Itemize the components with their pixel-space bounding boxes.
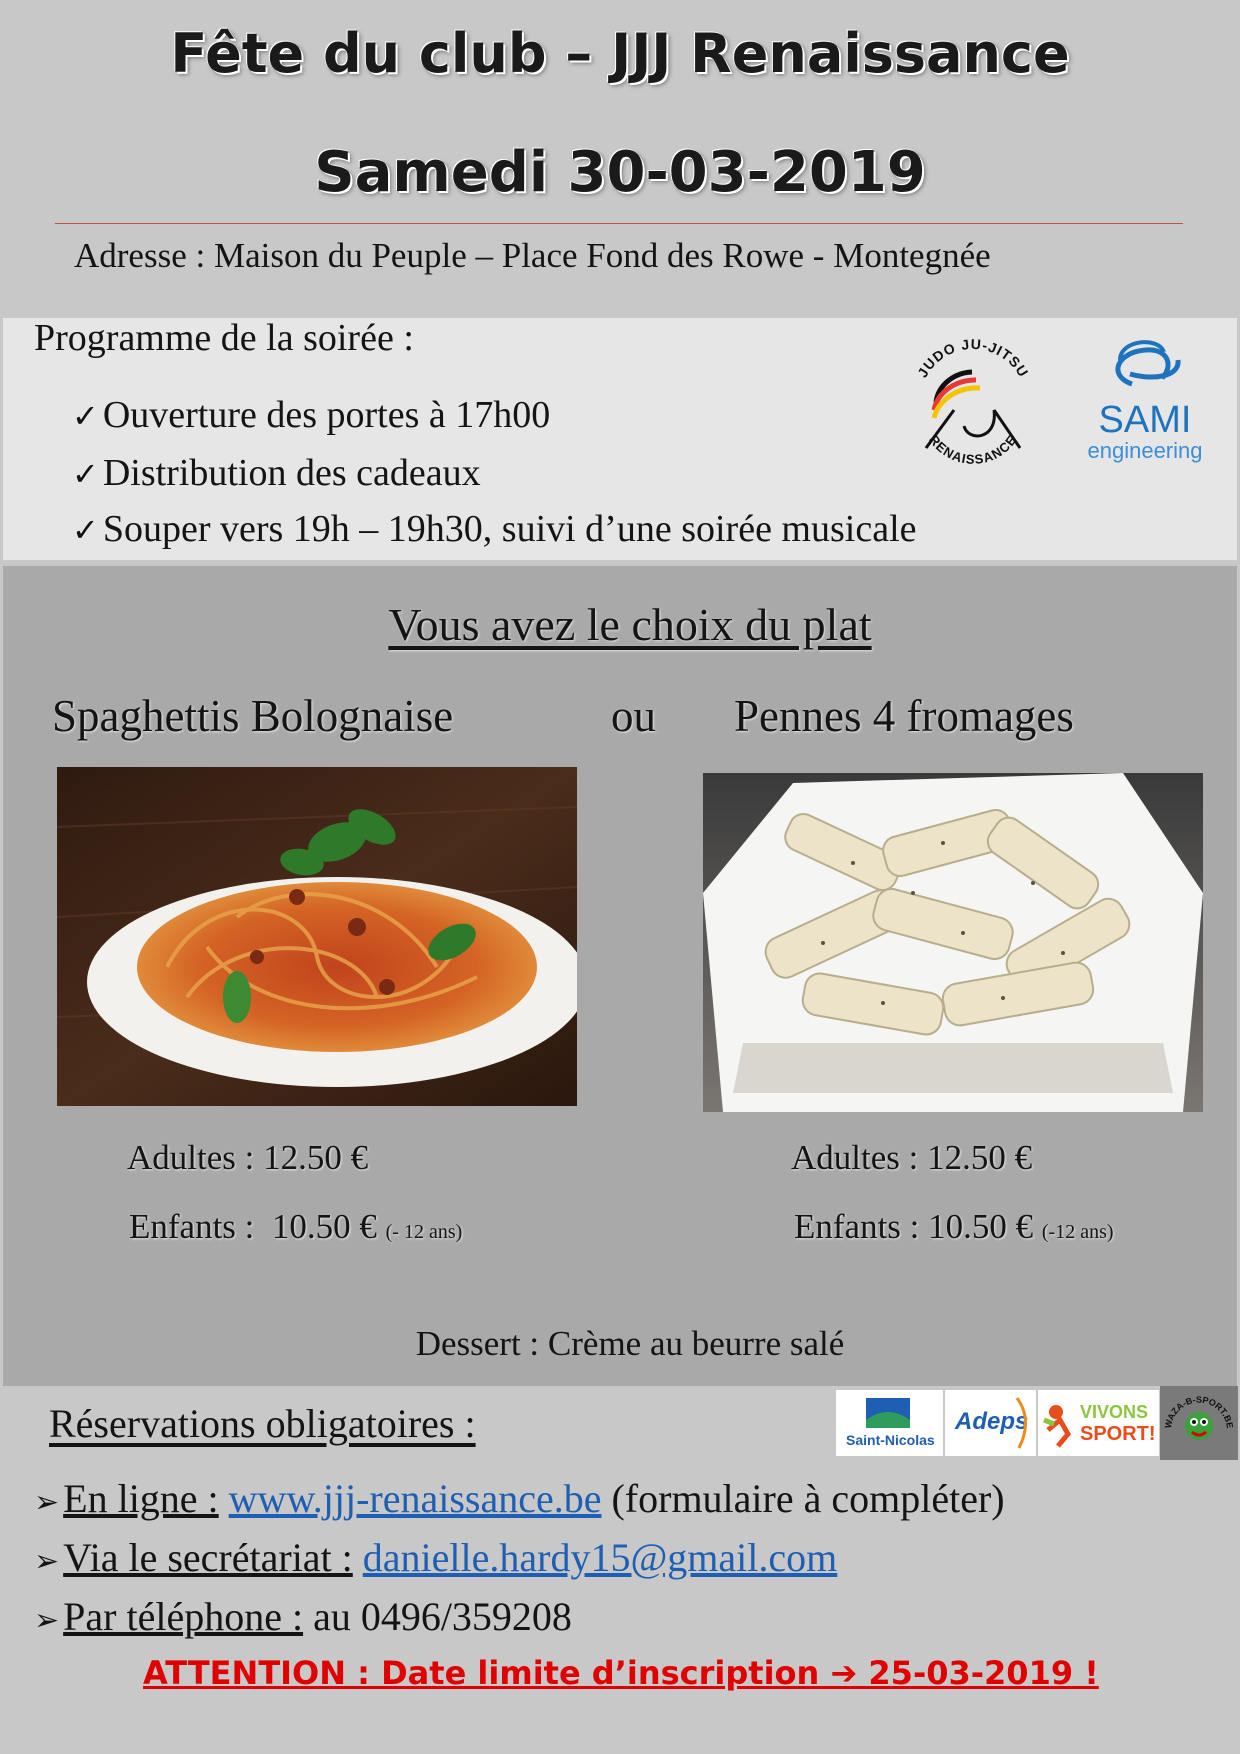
programme-item: ✓ Distribution des cadeaux [72,452,481,494]
dessert-line: Dessert : Crème au beurre salé [415,1324,845,1363]
dish-name: Pennes 4 fromages [734,691,1074,741]
website-link[interactable]: www.jjj-renaissance.be [228,1476,602,1521]
arrow-bullet-icon: ➢ [34,1603,60,1638]
svg-text:RENAISSANCE [926,432,1020,467]
sami-engineering-logo [1070,330,1220,480]
dish-separator: ou [611,691,656,741]
svg-text:WAZA-B-SPORT.BE: WAZA-B-SPORT.BE [1162,1394,1235,1430]
header-divider [55,223,1183,224]
sponsor-logo-vivons-sport: VIVONS SPORT! [1038,1390,1159,1456]
programme-item: ✓ Ouverture des portes à 17h00 [72,394,551,436]
jjj-renaissance-logo [898,330,1048,480]
email-link[interactable]: danielle.hardy15@gmail.com [362,1535,838,1580]
sponsor-logo-saint-nicolas: Saint-Nicolas [836,1390,943,1456]
arrow-bullet-icon: ➢ [34,1544,60,1579]
reservation-secretariat: ➢ Via le secrétariat : danielle.hardy15@gmail.com [34,1535,838,1580]
dish-child-price: Enfants : 10.50 € (- 12 ans) [129,1207,463,1246]
svg-text:JUDO JU-JITSU [914,336,1032,380]
dish-name: Spaghettis Bolognaise [52,691,454,741]
reservation-online: ➢ En ligne : www.jjj-renaissance.be (formulaire à compléter) [34,1476,1005,1521]
arrow-bullet-icon: ➢ [34,1485,60,1520]
logo-bottom-text: RENAISSANCE [926,432,1020,468]
logo-name: SAMI [1098,399,1192,441]
deadline-warning: ATTENTION : Date limite d’inscription ➔ 25-03-2019 ! [143,1654,1099,1692]
programme-title: Programme de la soirée : [34,317,414,359]
event-address: Adresse : Maison du Peuple – Place Fond des Rowe - Montegnée [74,236,991,275]
event-title: Fête du club – JJJ Renaissance [170,22,1070,85]
checkmark-icon: ✓ [72,397,99,435]
reservation-phone: ➢ Par téléphone : au 0496/359208 [34,1594,572,1639]
logo-top-text: JUDO JU-JITSU [914,335,1032,381]
event-date: Samedi 30-03-2019 [314,140,926,205]
reservations-title: Réservations obligatoires : [49,1401,476,1446]
logo-subtitle: engineering [1087,438,1203,463]
spaghetti-photo [57,767,577,1106]
penne-photo [703,773,1203,1112]
menu-title: Vous avez le choix du plat [388,599,872,650]
checkmark-icon: ✓ [72,455,99,493]
programme-item: ✓ Souper vers 19h – 19h30, suivi d’une soirée musicale [72,508,917,550]
dish-child-price: Enfants : 10.50 € (-12 ans) [794,1207,1114,1246]
checkmark-icon: ✓ [72,511,99,549]
sponsor-logo-adeps: Adeps [945,1390,1036,1456]
sponsor-logo-waza-b-sport [1160,1386,1238,1460]
dish-adult-price: Adultes : 12.50 € [791,1138,1033,1177]
dish-adult-price: Adultes : 12.50 € [127,1138,369,1177]
